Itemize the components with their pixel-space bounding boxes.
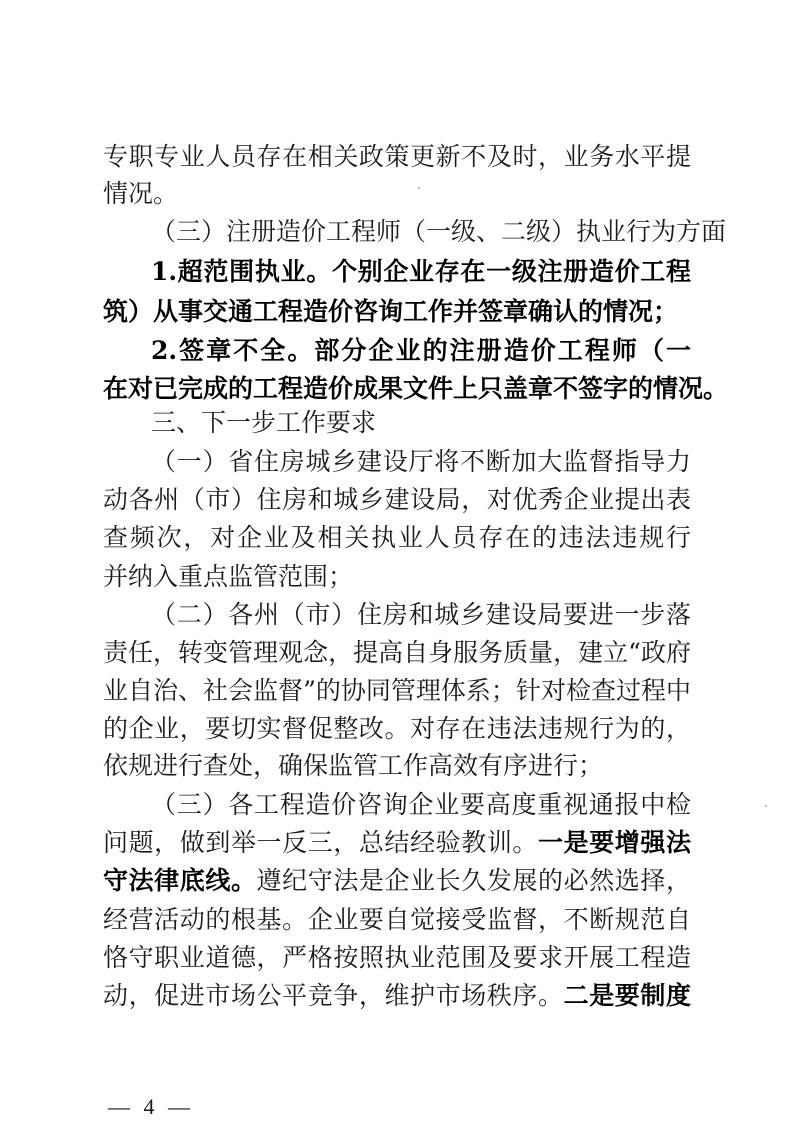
text-line <box>103 177 691 211</box>
body-text: 业自治、社会监督”的协同管理体系；针对检查过程中 <box>103 676 691 705</box>
text-line <box>151 598 691 632</box>
text-line <box>151 406 691 440</box>
text-line <box>103 295 691 329</box>
body-text: 责任，转变管理观念，提高自身服务质量，建立“政府 <box>103 638 691 667</box>
body-text: （三）各工程造价咨询企业要高度重视通报中检 <box>151 790 691 819</box>
text-line <box>151 255 691 289</box>
text-line <box>103 521 691 555</box>
scan-speck <box>765 805 767 807</box>
text-line <box>151 788 691 822</box>
text-line <box>103 483 691 517</box>
scan-speck <box>418 187 420 189</box>
text-line <box>151 215 727 249</box>
text-line <box>151 334 691 368</box>
text-line <box>103 903 691 937</box>
bold-text: 1.超范围执业。个别企业存在一级注册造价工程 <box>151 257 691 286</box>
text-line <box>103 636 691 670</box>
body-text: 恪守职业道德，严格按照执业范围及要求开展工程造 <box>103 943 691 972</box>
body-text: （三）注册造价工程师（一级、二级）执业行为方面 <box>151 217 727 246</box>
text-line <box>103 941 691 975</box>
body-text: （一）省住房城乡建设厅将不断加大监督指导力 <box>151 447 691 476</box>
text-line <box>103 140 691 174</box>
body-text: 专职专业人员存在相关政策更新不及时，业务水平提 <box>103 142 691 171</box>
body-text: （二）各州（市）住房和城乡建设局要进一步落 <box>151 600 691 629</box>
page-number: — 4 — <box>108 1094 194 1119</box>
text-line <box>151 445 691 479</box>
body-text: 依规进行查处，确保监管工作高效有序进行； <box>103 751 604 780</box>
bold-text: 一是要增强法 <box>538 828 691 857</box>
bold-text: 2.签章不全。部分企业的注册造价工程师（一 <box>151 336 691 365</box>
text-line <box>103 712 691 746</box>
body-text: 并纳入重点监管范围； <box>103 562 354 591</box>
bold-text: 二是要制度 <box>563 981 691 1010</box>
bold-text: 守法律底线。 <box>103 866 257 895</box>
bold-text: 在对已完成的工程造价成果文件上只盖章不签字的情况。 <box>103 374 729 403</box>
text-line <box>103 674 691 708</box>
body-text: 遵纪守法是企业长久发展的必然选择， <box>256 866 691 895</box>
body-text: 动，促进市场公平竞争，维护市场秩序。 <box>103 981 564 1010</box>
body-text: 动各州（市）住房和城乡建设局，对优秀企业提出表 <box>103 485 691 514</box>
body-text: 经营活动的根基。企业要自觉接受监督，不断规范自 <box>103 905 691 934</box>
text-line <box>103 979 691 1013</box>
body-text: 三、下一步工作要求 <box>151 408 377 437</box>
body-text: 问题，做到举一反三，总结经验教训。 <box>103 828 539 857</box>
body-text: 情况。 <box>103 179 179 208</box>
body-text: 查频次，对企业及相关执业人员存在的违法违规行 <box>103 523 691 552</box>
text-line <box>103 826 691 860</box>
bold-text: 筑）从事交通工程造价咨询工作并签章确认的情况； <box>103 297 679 326</box>
text-line <box>103 749 691 783</box>
text-line <box>103 560 691 594</box>
text-line <box>103 864 691 898</box>
text-line <box>103 372 729 406</box>
body-text: 的企业，要切实督促整改。对存在违法违规行为的， <box>103 714 691 743</box>
